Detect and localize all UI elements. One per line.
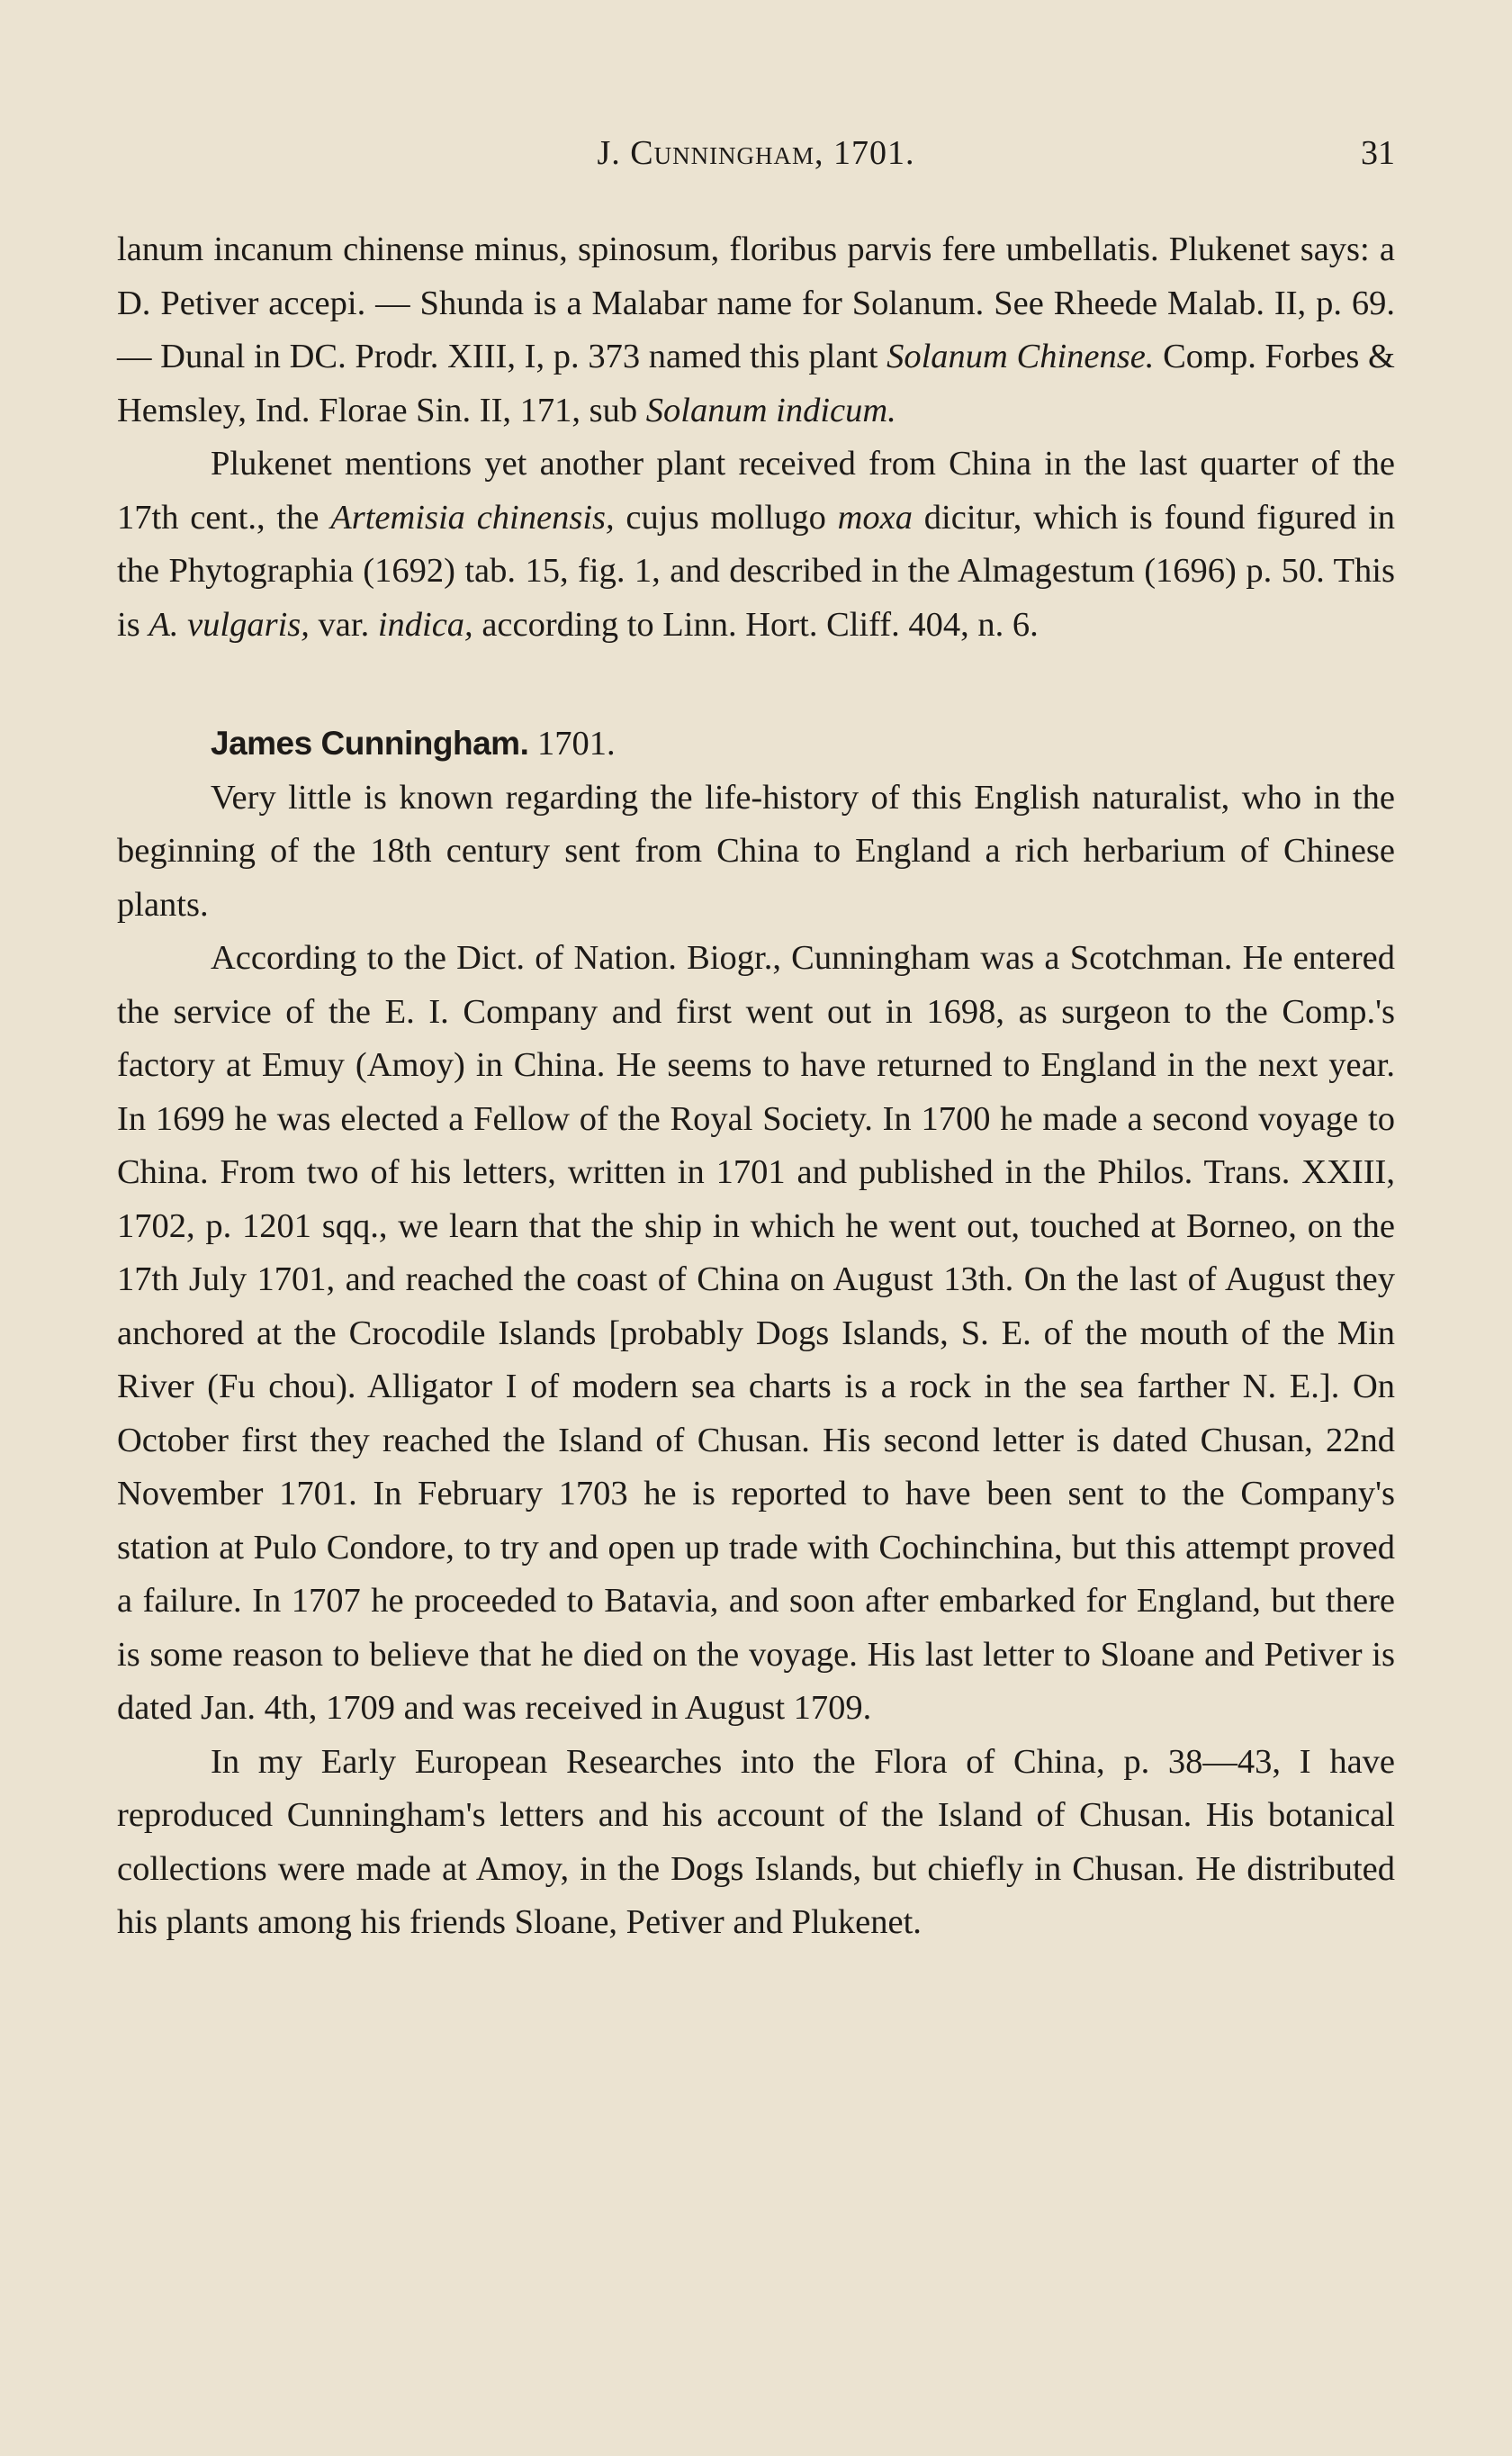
paragraph-intro: Very little is known regarding the life-history of this English naturalist, who in the beginning of the 18th century sent from China to England a rich herbarium of Chinese plants.: [117, 778, 1395, 924]
paragraph-biography: According to the Dict. of Nation. Biogr., Cunningham was a Scotchman. He entered the service of the E. I. Company and first went out in 1698, as surgeon to the Comp.'s factory at Emuy (Amoy) in China. He seems to have returned to England in the next year. In 1699 he was elected a Fellow of the Royal Society. In 1700 he made a second voyage to China. From two of his letters, written in 1701 and published in the Philos. Trans. XXIII, 1702, p. 1201 sqq., we learn that the ship in which he went out, touched at Borneo, on the 17th July 1701, and reached the coast of China on August 13th. On the last of August they anchored at the Crocodile Islands [probably Dogs Islands, S. E. of the mouth of the Min River (Fu chou). Alligator I of modern sea charts is a rock in the sea farther N. E.]. On October first they reached the Island of Chusan. His second letter is dated Chusan, 22nd November 1701. In February 1703 he is reported to have been sent to the Company's station at Pulo Condore, to try and open up trade with Cochinchina, but this attempt proved a failure. In 1707 he proceeded to Batavia, and soon after embarked for England, but there is some reason to believe that he died on the voyage. His last letter to Sloane and Petiver is dated Jan. 4th, 1709 and was received in August 1709.: [117, 939, 1395, 1727]
section-gap: [117, 652, 1395, 717]
heading-name: James Cunningham.: [211, 725, 529, 762]
italic-taxon: Solanum Chinense.: [886, 338, 1155, 375]
italic-term: moxa: [837, 498, 914, 537]
italic-taxon: Artemisia chinensis,: [330, 498, 615, 537]
text-run: Comp. Forbes & Hemsley, Ind. Florae Sin. II, 171, sub: [117, 338, 1395, 429]
italic-taxon: Solanum indicum.: [645, 391, 896, 429]
text-run: cujus mollugo: [614, 498, 838, 537]
text-run: dicitur, which is found figured in the Phytographia (1692) tab. 15, fig. 1, and described in the Almagestum (1696) p. 50. This is: [117, 498, 1396, 644]
text-run: var.: [309, 605, 378, 644]
text-run: Plukenet mentions yet another plant received from China in the last quarter of the 17th cent., the: [117, 445, 1395, 537]
running-title: J. Cunningham, 1701.: [597, 134, 915, 172]
italic-taxon: A. vulgaris,: [148, 605, 310, 644]
body-text: [117, 223, 1395, 1950]
section-heading: [117, 717, 1395, 772]
italic-taxon: indica,: [377, 605, 473, 644]
paragraph-solanum-continuation: [117, 223, 1395, 438]
paragraph-collections: In my Early European Researches into the Flora of China, p. 38—43, I have reproduced Cunningham's letters and his account of the Island of Chusan. His botanical collections were made at Amoy, in the Dogs Islands, but chiefly in Chusan. He distributed his plants among his friends Sloane, Petiver and Plukenet.: [117, 1742, 1395, 1941]
heading-year: 1701.: [528, 725, 616, 763]
running-head: [117, 133, 1395, 182]
page-number: 31: [1361, 134, 1395, 172]
paragraph-artemisia: [117, 438, 1395, 652]
text-run: according to Linn. Hort. Cliff. 404, n. 6.: [472, 605, 1039, 644]
text-run: lanum incanum chinense minus, spinosum, floribus parvis fere umbellatis. Plukenet says: a D. Petiver accepi. — Shunda is a Malabar name for Solanum. See Rheede Malab. II, p. 69. — Dunal in DC. Prodr. XIII, I, p. 373 named this plant: [117, 230, 1395, 375]
